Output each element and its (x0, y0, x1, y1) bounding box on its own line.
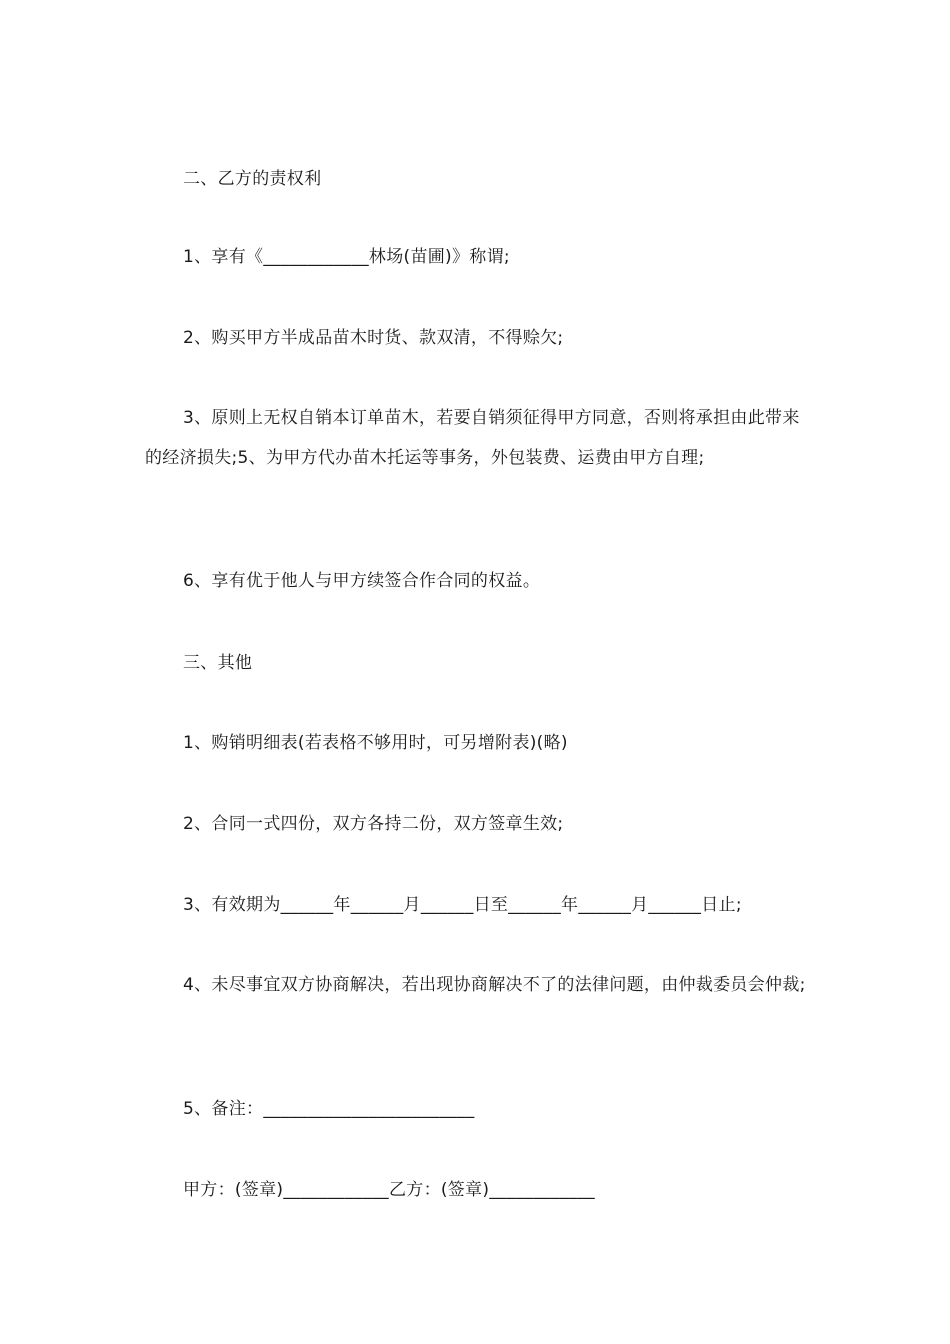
clause-remarks: 5、备注：________________________ (183, 1099, 475, 1119)
clause-validity-period: 3、有效期为______年______月______日至______年______月______日止; (183, 895, 742, 915)
clause-title-right: 1、享有《____________林场(苗圃)》称谓; (183, 247, 510, 267)
clause-purchase-payment: 2、购买甲方半成品苗木时货、款双清，不得赊欠; (183, 328, 564, 348)
clause-purchase-detail-list: 1、购销明细表(若表格不够用时，可另增附表)(略) (183, 733, 568, 753)
clause-dispute-resolution: 4、未尽事宜双方协商解决，若出现协商解决不了的法律问题，由仲裁委员会仲裁; (183, 975, 806, 995)
section-heading-party-b-rights: 二、乙方的责权利 (183, 169, 322, 189)
clause-contract-copies: 2、合同一式四份，双方各持二份，双方签章生效; (183, 814, 564, 834)
clause-renewal-priority: 6、享有优于他人与甲方续签合作合同的权益。 (183, 571, 541, 591)
clause-self-sale-and-shipping: 3、原则上无权自销本订单苗木，若要自销须征得甲方同意，否则将承担由此带来的经济损失;5、为甲方代办苗木托运等事务，外包装费、运费由甲方自理; (145, 408, 800, 468)
signature-line: 甲方：(签章)____________乙方：(签章)____________ (183, 1180, 595, 1200)
section-heading-other: 三、其他 (183, 653, 253, 673)
